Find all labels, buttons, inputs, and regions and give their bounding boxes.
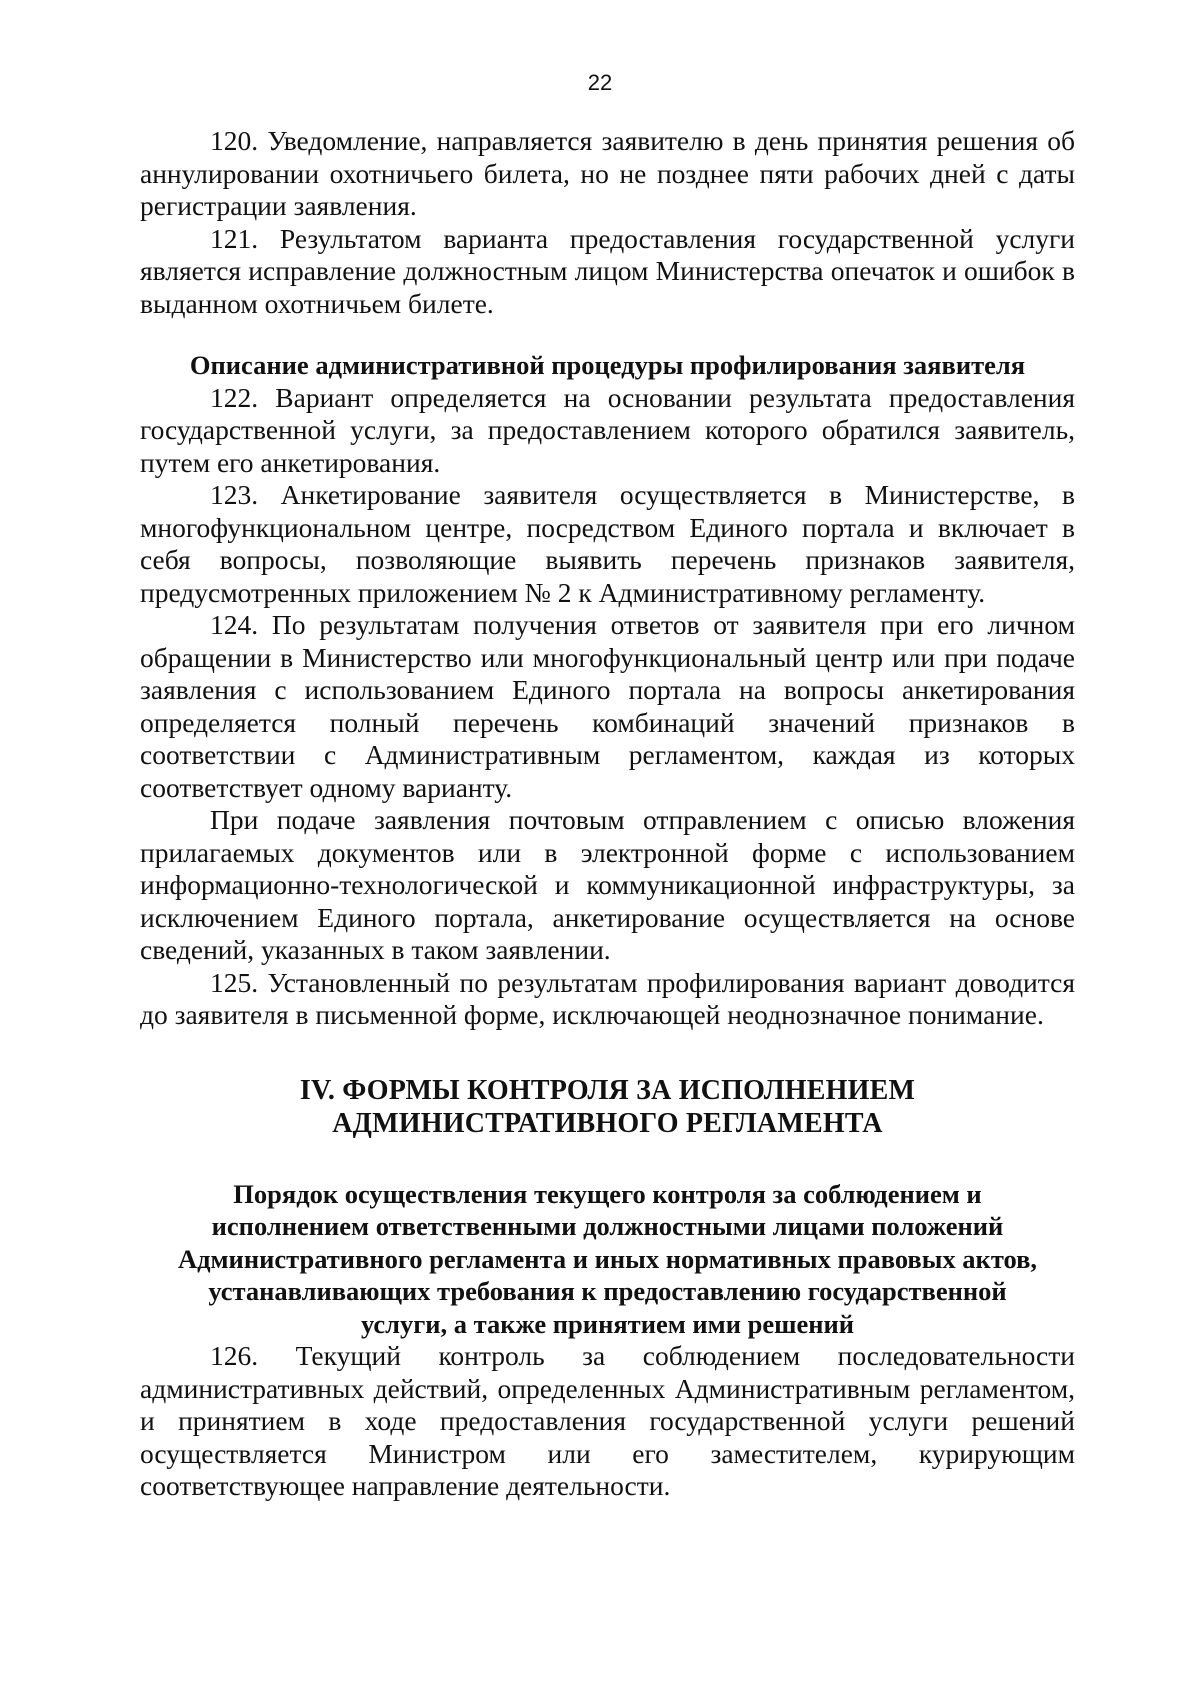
paragraph-126: 126. Текущий контроль за соблюдением последовательности административных действий, определенных Административным регламентом, и принятием в ходе предоставления государственной услуги решений осуществляется Министром или его заместителем, курирующим соответствующее направление деятельности.	[140, 1340, 1075, 1501]
subheading-control	[140, 1178, 1075, 1341]
subheading-control-line: устанавливающих требования к предоставлению государственной	[208, 1276, 1007, 1306]
subheading-control-line: Порядок осуществления текущего контроля за соблюдением и	[233, 1178, 982, 1209]
subheading-control-line: исполнением ответственными должностными лицами положений	[211, 1211, 1004, 1241]
paragraph-122: 122. Вариант определяется на основании результата предоставления государственной услуги, за предоставлением которого обратился заявитель, путем его анкетирования.	[140, 381, 1075, 478]
section-title-line: IV. ФОРМЫ КОНТРОЛЯ ЗА ИСПОЛНЕНИЕМ	[299, 1074, 916, 1106]
spacer	[140, 1032, 1075, 1074]
subheading-control-line: Административного регламента и иных нормативных правовых актов,	[177, 1243, 1038, 1274]
subheading-profiling: Описание административной процедуры профилирования заявителя	[189, 350, 1026, 380]
paragraph-mail-submission: При подаче заявления почтовым отправлением с описью вложения прилагаемых документов или в электронной форме с использованием информационно-технологической и коммуникационной инфраструктуры, за исключением Единого портала, анкетирование осуществляется на основе сведений, указанных в таком заявлении.	[140, 804, 1075, 965]
document-body	[140, 125, 1075, 1503]
subheading-control-line: услуги, а также принятием ими решений	[360, 1308, 855, 1339]
spacer	[140, 1140, 1075, 1178]
paragraph-124: 124. По результатам получения ответов от заявителя при его личном обращении в Министерство или многофункциональный центр или при подаче заявления с использованием Единого портала на вопросы анкетирования определяется полный перечень комбинаций значений признаков в соответствии с Административным регламентом, каждая из которых соответствует одному варианту.	[140, 609, 1075, 803]
paragraph-123: 123. Анкетирование заявителя осуществляется в Министерстве, в многофункциональном центре, посредством Единого портала и включает в себя вопросы, позволяющие выявить перечень признаков заявителя, предусмотренных приложением № 2 к Административному регламенту.	[140, 479, 1075, 608]
page-number: 22	[587, 70, 613, 95]
paragraph-121: 121. Результатом варианта предоставления государственной услуги является исправление должностным лицом Министерства опечаток и ошибок в выданном охотничьем билете.	[140, 222, 1075, 319]
spacer	[140, 320, 1075, 349]
paragraph-125: 125. Установленный по результатам профилирования вариант доводится до заявителя в письменной форме, исключающей неоднозначное понимание.	[140, 966, 1075, 1030]
section-title	[140, 1074, 1075, 1140]
section-title-line: АДМИНИСТРАТИВНОГО РЕГЛАМЕНТА	[332, 1107, 883, 1139]
paragraph-120: 120. Уведомление, направляется заявителю в день принятия решения об аннулировании охотничьего билета, но не позднее пяти рабочих дней с даты регистрации заявления.	[140, 125, 1075, 221]
